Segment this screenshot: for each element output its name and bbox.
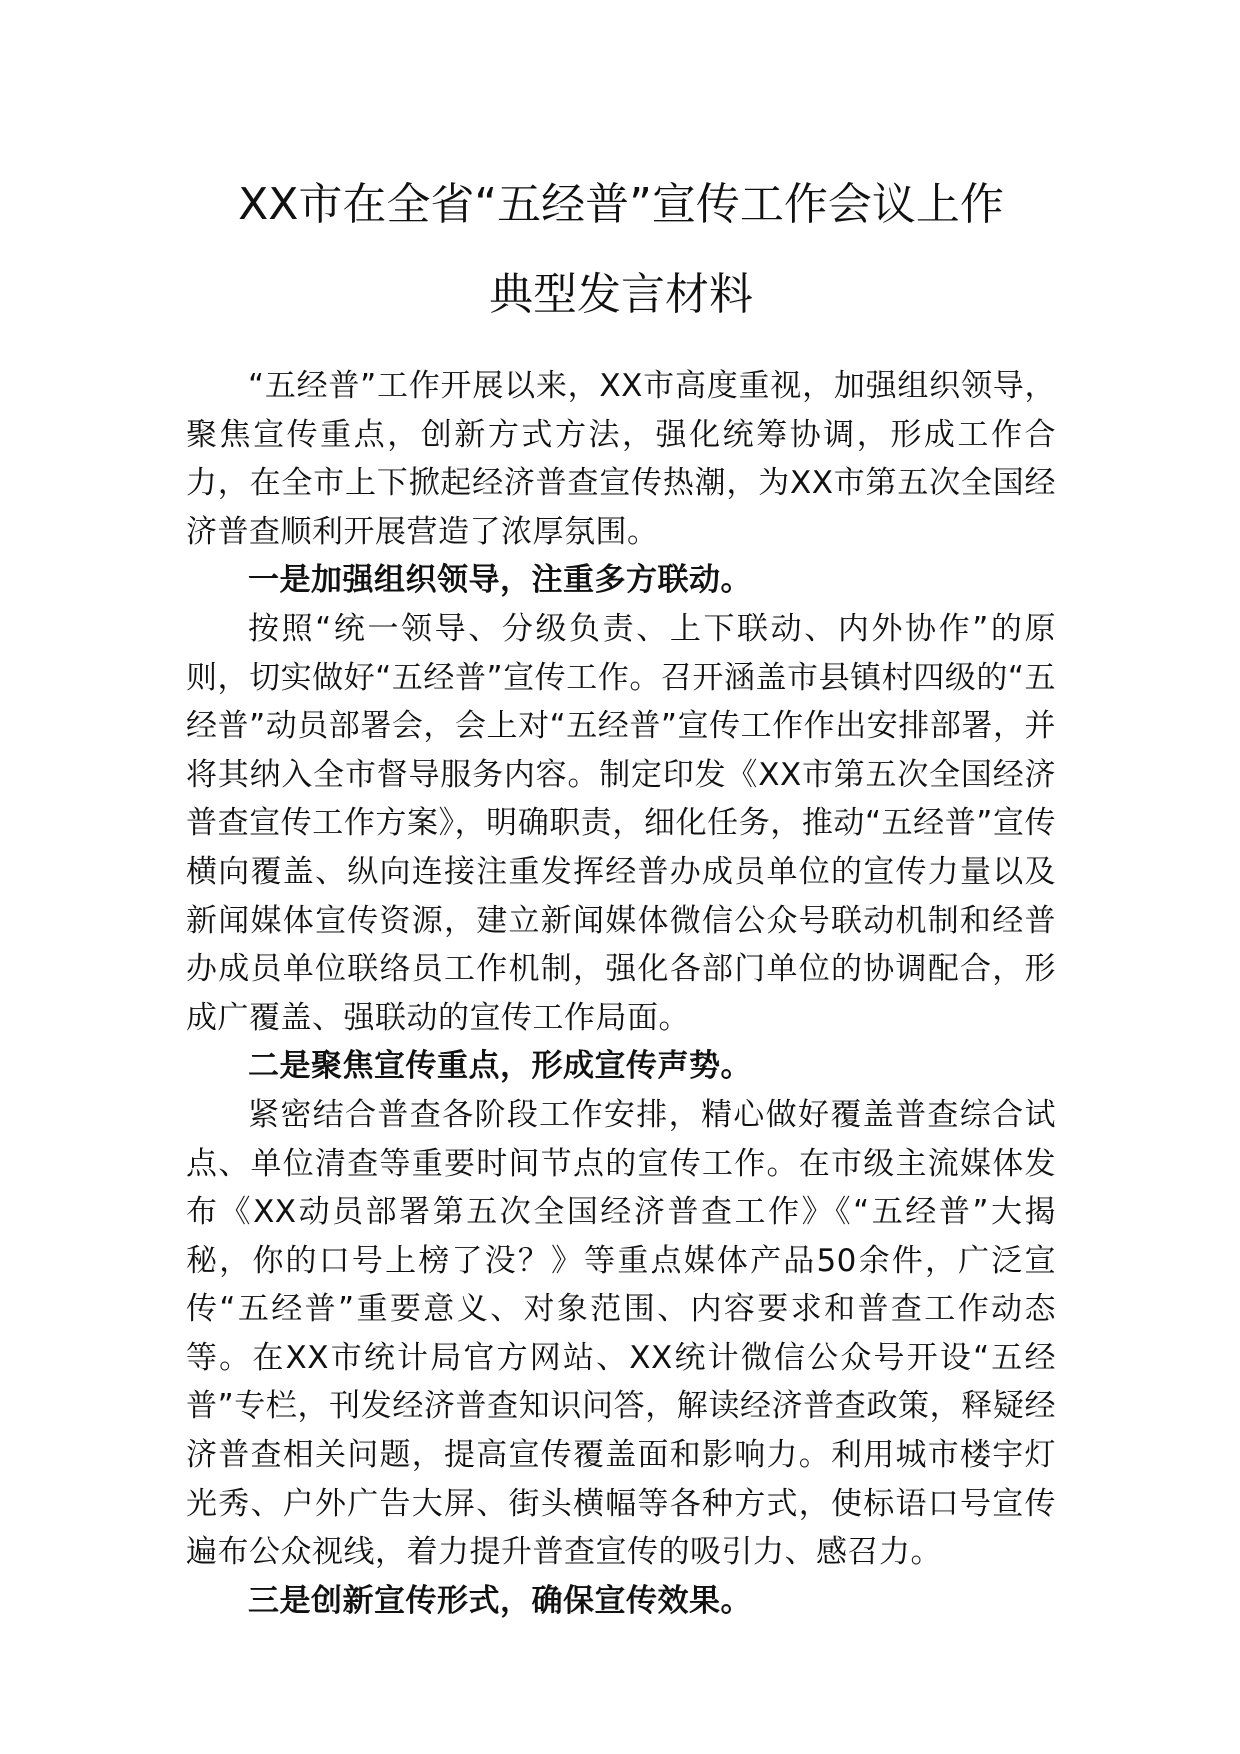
section-heading-1: 一是加强组织领导，注重多方联动。 — [248, 562, 752, 599]
document-title-line-2: 典型发言材料 — [489, 269, 753, 320]
document-page — [186, 160, 1056, 1625]
section-heading-2: 二是聚焦宣传重点，形成宣传声势。 — [248, 1048, 752, 1085]
body-paragraph-intro: “五经普”工作开展以来，XX市高度重视，加强组织领导，聚焦宣传重点，创新方式方法，强化统筹协调，形成工作合力，在全市上下掀起经济普查宣传热潮，为XX市第五次全国经济普查顺利开展营造了浓厚氛围。 — [186, 368, 1056, 550]
document-body — [186, 362, 1056, 1625]
body-paragraph-section-2: 紧密结合普查各阶段工作安排，精心做好覆盖普查综合试点、单位清查等重要时间节点的宣传工作。在市级主流媒体发布《XX动员部署第五次全国经济普查工作》《“五经普”大揭秘，你的口号上榜了没？》等重点媒体产品50余件，广泛宣传“五经普”重要意义、对象范围、内容要求和普查工作动态等。在XX市统计局官方网站、XX统计微信公众号开设“五经普”专栏，刊发经济普查知识问答，解读经济普查政策，释疑经济普查相关问题，提高宣传覆盖面和影响力。利用城市楼宇灯光秀、户外广告大屏、街头横幅等各种方式，使标语口号宣传遍布公众视线，着力提升普查宣传的吸引力、感召力。 — [186, 1096, 1056, 1571]
document-title-line-1: XX市在全省“五经普”宣传工作会议上作 — [238, 179, 1004, 230]
body-paragraph-section-1: 按照“统一领导、分级负责、上下联动、内外协作”的原则，切实做好“五经普”宣传工作。召开涵盖市县镇村四级的“五经普”动员部署会，会上对“五经普”宣传工作作出安排部署，并将其纳入全市督导服务内容。制定印发《XX市第五次全国经济普查宣传工作方案》，明确职责，细化任务，推动“五经普”宣传横向覆盖、纵向连接注重发挥经普办成员单位的宣传力量以及新闻媒体宣传资源，建立新闻媒体微信公众号联动机制和经普办成员单位联络员工作机制，强化各部门单位的协调配合，形成广覆盖、强联动的宣传工作局面。 — [186, 610, 1056, 1036]
section-heading-3: 三是创新宣传形式，确保宣传效果。 — [248, 1582, 752, 1619]
